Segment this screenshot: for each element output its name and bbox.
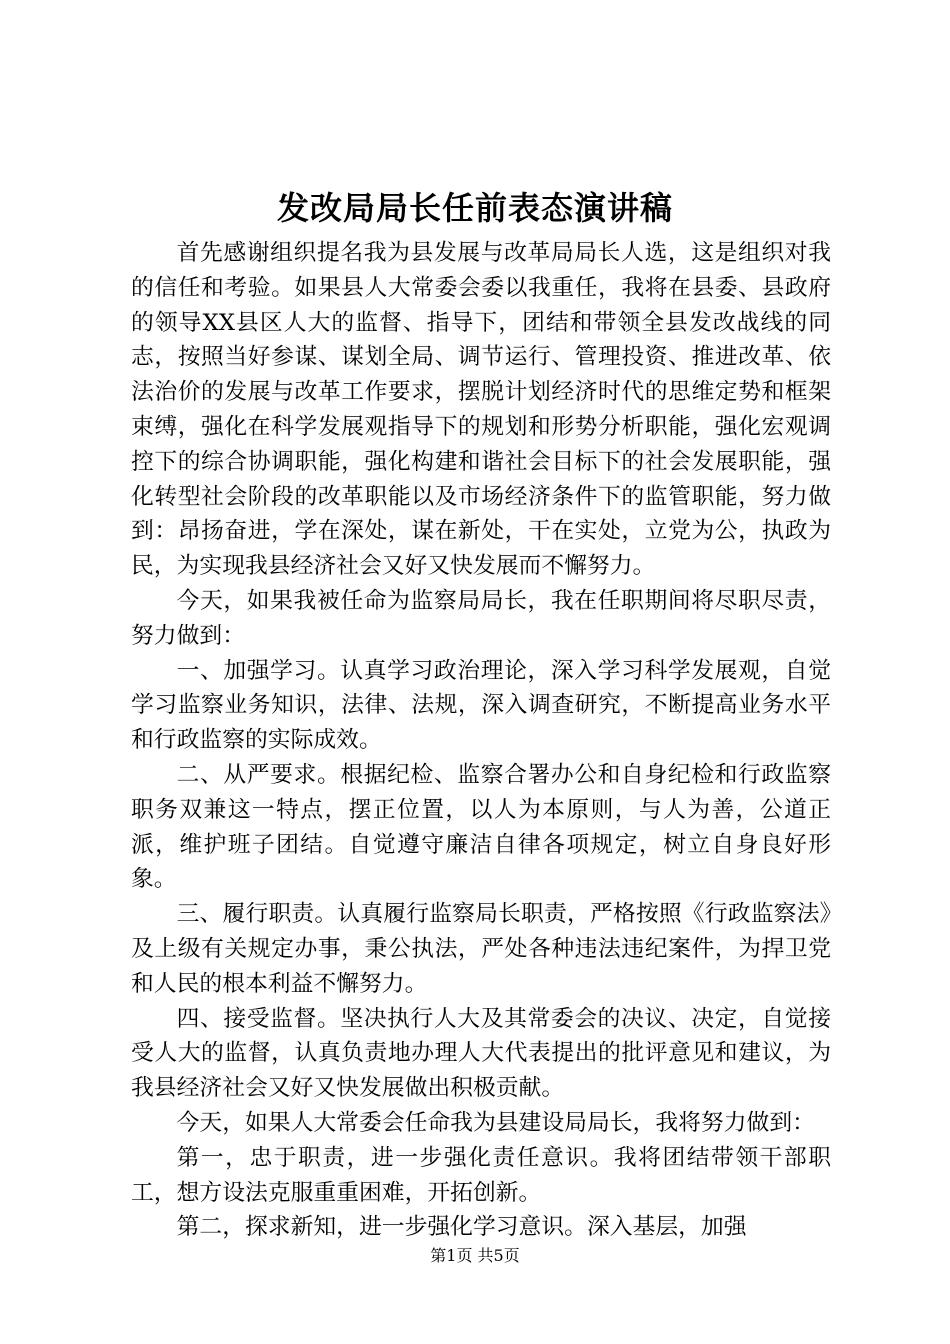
paragraph: 今天，如果我被任命为监察局局长，我在任职期间将尽职尽责，努力做到：	[131, 587, 831, 649]
document-title: 发改局局长任前表态演讲稿	[276, 189, 673, 227]
document-body	[131, 236, 831, 1245]
paragraph: 四、接受监督。坚决执行人大及其常委会的决议、决定，自觉接受人大的监督，认真负责地办理人大代表提出的批评意见和建议，为我县经济社会又好又快发展做出积极贡献。	[131, 1005, 831, 1102]
paragraph: 二、从严要求。根据纪检、监察合署办公和自身纪检和行政监察职务双兼这一特点，摆正位置，以人为本原则，与人为善，公道正派，维护班子团结。自觉遵守廉洁自律各项规定，树立自身良好形象。	[131, 761, 831, 893]
paragraph: 第二，探求新知，进一步强化学习意识。深入基层，加强	[176, 1214, 747, 1241]
paragraph: 第一，忠于职责，进一步强化责任意识。我将团结带领干部职工，想方设法克服重重困难，开拓创新。	[131, 1144, 831, 1206]
paragraph: 三、履行职责。认真履行监察局长职责，严格按照《行政监察法》及上级有关规定办事，秉公执法，严处各种违法违纪案件，为捍卫党和人民的根本利益不懈努力。	[131, 901, 831, 997]
page-footer: 第1页 共5页	[430, 1246, 520, 1265]
paragraph: 一、加强学习。认真学习政治理论，深入学习科学发展观，自觉学习监察业务知识，法律、法规，深入调查研究，不断提高业务水平和行政监察的实际成效。	[131, 657, 831, 754]
paragraph: 今天，如果人大常委会任命我为县建设局局长，我将努力做到：	[176, 1109, 815, 1136]
paragraph: 首先感谢组织提名我为县发展与改革局局长人选，这是组织对我的信任和考验。如果县人大常委会委以我重任，我将在县委、县政府的领导XX县区人大的监督、指导下，团结和带领全县发改战线的同志，按照当好参谋、谋划全局、调节运行、管理投资、推进改革、依法治价的发展与改革工作要求，摆脱计划经济时代的思维定势和框架束缚，强化在科学发展观指导下的规划和形势分析职能，强化宏观调控下的综合协调职能，强化构建和谐社会目标下的社会发展职能，强化转型社会阶段的改革职能以及市场经济条件下的监管职能，努力做到：昂扬奋进，学在深处，谋在新处，干在实处，立党为公，执政为民，为实现我县经济社会又好又快发展而不懈努力。	[131, 240, 831, 580]
